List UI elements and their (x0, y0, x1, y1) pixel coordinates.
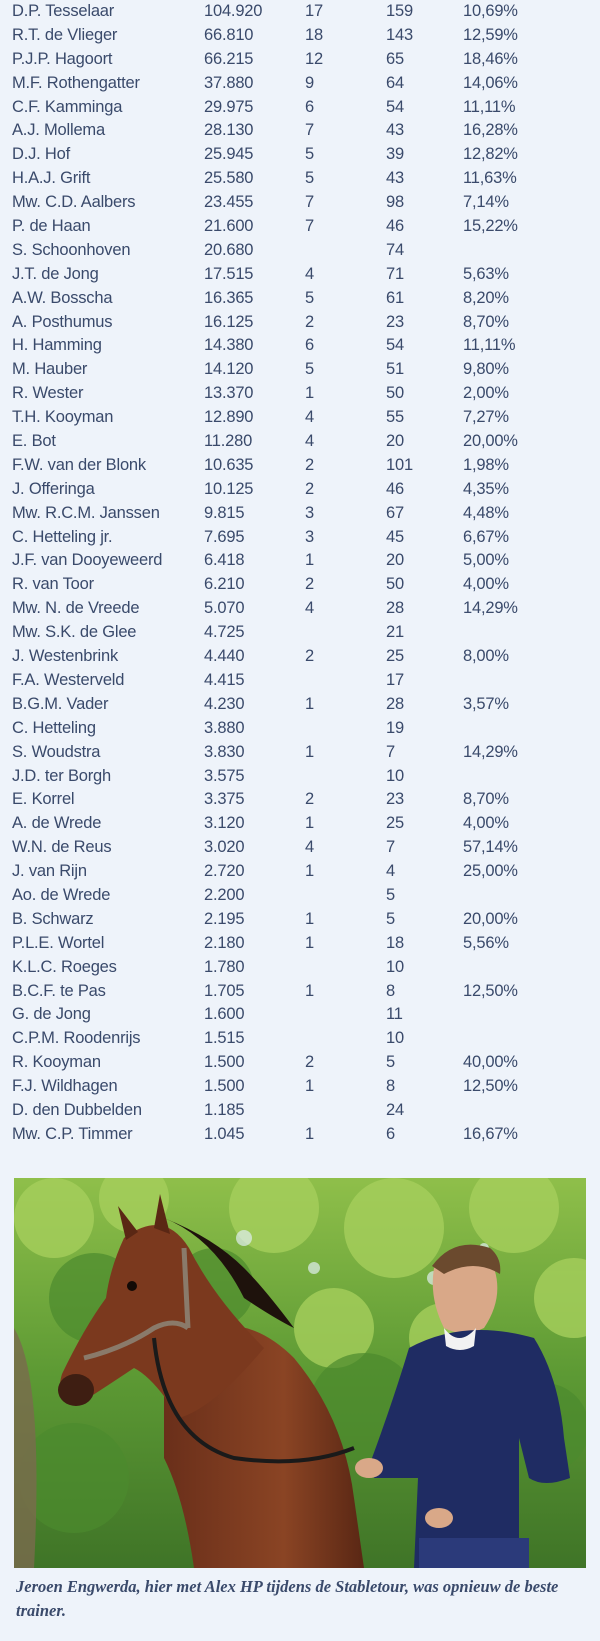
win-percentage: 25,00% (463, 862, 518, 881)
table-row (0, 191, 600, 215)
prize-money: 3.020 (204, 838, 245, 857)
prize-money: 21.600 (204, 217, 254, 236)
win-percentage: 40,00% (463, 1053, 518, 1072)
prize-money: 3.575 (204, 766, 245, 785)
table-row (0, 215, 600, 239)
win-percentage: 5,63% (463, 264, 509, 283)
starts-count: 7 (386, 742, 395, 761)
table-row (0, 669, 600, 693)
table-row (0, 765, 600, 789)
wins-count: 5 (305, 145, 314, 164)
prize-money: 1.780 (204, 957, 245, 976)
prize-money: 25.945 (204, 145, 254, 164)
table-row (0, 1099, 600, 1123)
starts-count: 10 (386, 957, 404, 976)
starts-count: 21 (386, 623, 404, 642)
prize-money: 1.705 (204, 981, 245, 1000)
trainer-name: A. de Wrede (12, 814, 102, 833)
table-row (0, 1027, 600, 1051)
win-percentage: 6,67% (463, 527, 509, 546)
table-row (0, 812, 600, 836)
table-row (0, 573, 600, 597)
table-row (0, 693, 600, 717)
wins-count: 3 (305, 527, 314, 546)
win-percentage: 11,63% (463, 169, 517, 188)
prize-money: 17.515 (204, 264, 254, 283)
prize-money: 9.815 (204, 503, 245, 522)
table-row (0, 406, 600, 430)
trainer-name: R.T. de Vlieger (12, 25, 118, 44)
win-percentage: 5,00% (463, 551, 509, 570)
wins-count: 3 (305, 503, 314, 522)
wins-count: 2 (305, 790, 314, 809)
starts-count: 51 (386, 360, 404, 379)
wins-count: 4 (305, 838, 314, 857)
win-percentage: 11,11% (463, 336, 516, 355)
wins-count: 2 (305, 312, 314, 331)
trainer-name: Mw. N. de Vreede (12, 599, 140, 618)
win-percentage: 11,11% (463, 97, 516, 116)
starts-count: 25 (386, 647, 404, 666)
prize-money: 66.215 (204, 49, 254, 68)
starts-count: 101 (386, 455, 413, 474)
table-row (0, 72, 600, 96)
trainer-name: B.C.F. te Pas (12, 981, 106, 1000)
trainer-name: Mw. S.K. de Glee (12, 623, 137, 642)
starts-count: 46 (386, 217, 404, 236)
table-row (0, 956, 600, 980)
prize-money: 3.830 (204, 742, 245, 761)
prize-money: 1.500 (204, 1053, 245, 1072)
trainer-name: P. de Haan (12, 217, 91, 236)
starts-count: 43 (386, 121, 404, 140)
trainer-name: E. Korrel (12, 790, 75, 809)
win-percentage: 16,28% (463, 121, 518, 140)
win-percentage: 8,70% (463, 790, 509, 809)
trainer-name: E. Bot (12, 432, 56, 451)
win-percentage: 8,00% (463, 647, 509, 666)
table-row (0, 717, 600, 741)
trainer-name: B. Schwarz (12, 909, 94, 928)
starts-count: 19 (386, 718, 404, 737)
starts-count: 54 (386, 97, 404, 116)
prize-money: 28.130 (204, 121, 254, 140)
prize-money: 13.370 (204, 384, 254, 403)
prize-money: 25.580 (204, 169, 254, 188)
trainer-name: T.H. Kooyman (12, 408, 114, 427)
wins-count: 2 (305, 479, 314, 498)
table-row (0, 836, 600, 860)
win-percentage: 8,20% (463, 288, 509, 307)
win-percentage: 4,00% (463, 814, 509, 833)
prize-money: 16.125 (204, 312, 254, 331)
win-percentage: 4,35% (463, 479, 509, 498)
wins-count: 1 (305, 1077, 314, 1096)
starts-count: 46 (386, 479, 404, 498)
win-percentage: 4,00% (463, 575, 509, 594)
photo-illustration (14, 1178, 586, 1568)
win-percentage: 9,80% (463, 360, 509, 379)
trainer-name: S. Schoonhoven (12, 240, 131, 259)
starts-count: 74 (386, 240, 404, 259)
starts-count: 23 (386, 790, 404, 809)
starts-count: 55 (386, 408, 404, 427)
prize-money: 5.070 (204, 599, 245, 618)
prize-money: 10.635 (204, 455, 254, 474)
starts-count: 64 (386, 73, 404, 92)
prize-money: 3.120 (204, 814, 245, 833)
prize-money: 6.418 (204, 551, 245, 570)
win-percentage: 10,69% (463, 2, 518, 20)
win-percentage: 8,70% (463, 312, 509, 331)
trainer-name: H. Hamming (12, 336, 102, 355)
table-row (0, 502, 600, 526)
table-row (0, 884, 600, 908)
prize-money: 12.890 (204, 408, 254, 427)
wins-count: 1 (305, 384, 314, 403)
win-percentage: 7,14% (463, 193, 509, 212)
wins-count: 12 (305, 49, 323, 68)
trainer-name: P.J.P. Hagoort (12, 49, 113, 68)
trainer-name: M. Hauber (12, 360, 88, 379)
win-percentage: 1,98% (463, 455, 509, 474)
trainer-name: W.N. de Reus (12, 838, 112, 857)
prize-money: 3.375 (204, 790, 245, 809)
starts-count: 10 (386, 1029, 404, 1048)
table-row (0, 1003, 600, 1027)
starts-count: 45 (386, 527, 404, 546)
prize-money: 2.200 (204, 885, 245, 904)
prize-money: 3.880 (204, 718, 245, 737)
trainer-name: D.J. Hof (12, 145, 70, 164)
trainer-name: J. Offeringa (12, 479, 95, 498)
trainer-name: C. Hetteling (12, 718, 96, 737)
wins-count: 4 (305, 599, 314, 618)
trainer-name: Ao. de Wrede (12, 885, 111, 904)
wins-count: 5 (305, 288, 314, 307)
starts-count: 23 (386, 312, 404, 331)
trainer-name: Mw. C.P. Timmer (12, 1124, 133, 1143)
table-row (0, 0, 600, 24)
trainer-name: J.D. ter Borgh (12, 766, 111, 785)
wins-count: 7 (305, 121, 314, 140)
prize-money: 23.455 (204, 193, 254, 212)
trainer-name: Mw. C.D. Aalbers (12, 193, 136, 212)
trainer-name: K.L.C. Roeges (12, 957, 117, 976)
starts-count: 65 (386, 49, 404, 68)
table-row (0, 526, 600, 550)
table-row (0, 788, 600, 812)
starts-count: 67 (386, 503, 404, 522)
wins-count: 2 (305, 455, 314, 474)
win-percentage: 20,00% (463, 909, 518, 928)
trainer-name: R. van Toor (12, 575, 94, 594)
table-row (0, 741, 600, 765)
table-row (0, 263, 600, 287)
prize-money: 2.195 (204, 909, 245, 928)
trainer-name: B.G.M. Vader (12, 694, 109, 713)
table-row (0, 382, 600, 406)
starts-count: 5 (386, 885, 395, 904)
win-percentage: 12,50% (463, 1077, 518, 1096)
table-row (0, 239, 600, 263)
trainer-name: F.A. Westerveld (12, 670, 125, 689)
prize-money: 16.365 (204, 288, 254, 307)
starts-count: 20 (386, 551, 404, 570)
starts-count: 43 (386, 169, 404, 188)
prize-money: 14.380 (204, 336, 254, 355)
wins-count: 1 (305, 909, 314, 928)
table-row (0, 645, 600, 669)
wins-count: 2 (305, 647, 314, 666)
trainer-name: R. Wester (12, 384, 84, 403)
table-row (0, 908, 600, 932)
trainer-name: C.F. Kamminga (12, 97, 123, 116)
photo-caption: Jeroen Engwerda, hier met Alex HP tijdens de Stabletour, was opnieuw de beste trainer. (16, 1577, 559, 1620)
table-row (0, 48, 600, 72)
wins-count: 4 (305, 264, 314, 283)
table-row (0, 932, 600, 956)
starts-count: 8 (386, 1077, 395, 1096)
win-percentage: 14,29% (463, 599, 518, 618)
wins-count: 5 (305, 360, 314, 379)
starts-count: 39 (386, 145, 404, 164)
wins-count: 4 (305, 408, 314, 427)
win-percentage: 5,56% (463, 933, 509, 952)
starts-count: 25 (386, 814, 404, 833)
win-percentage: 14,29% (463, 742, 518, 761)
trainer-name: D. den Dubbelden (12, 1100, 142, 1119)
win-percentage: 3,57% (463, 694, 509, 713)
prize-money: 1.600 (204, 1005, 245, 1024)
prize-money: 4.440 (204, 647, 245, 666)
table-row (0, 143, 600, 167)
wins-count: 1 (305, 933, 314, 952)
table-row (0, 597, 600, 621)
trainer-name: J. van Rijn (12, 862, 87, 881)
trainer-name: J.F. van Dooyeweerd (12, 551, 163, 570)
wins-count: 2 (305, 1053, 314, 1072)
wins-count: 1 (305, 1124, 314, 1143)
table-row (0, 287, 600, 311)
win-percentage: 12,50% (463, 981, 518, 1000)
prize-money: 10.125 (204, 479, 254, 498)
starts-count: 6 (386, 1124, 395, 1143)
table-row (0, 167, 600, 191)
table-row (0, 358, 600, 382)
photo-horse-and-trainer (14, 1178, 586, 1568)
starts-count: 5 (386, 1053, 395, 1072)
starts-count: 71 (386, 264, 404, 283)
win-percentage: 57,14% (463, 838, 518, 857)
prize-money: 37.880 (204, 73, 254, 92)
table-row (0, 980, 600, 1004)
prize-money: 1.500 (204, 1077, 245, 1096)
wins-count: 1 (305, 814, 314, 833)
prize-money: 14.120 (204, 360, 254, 379)
win-percentage: 15,22% (463, 217, 518, 236)
wins-count: 17 (305, 2, 323, 20)
starts-count: 50 (386, 575, 404, 594)
prize-money: 2.180 (204, 933, 245, 952)
wins-count: 1 (305, 551, 314, 570)
win-percentage: 2,00% (463, 384, 509, 403)
starts-count: 54 (386, 336, 404, 355)
starts-count: 7 (386, 838, 395, 857)
starts-count: 61 (386, 288, 404, 307)
starts-count: 24 (386, 1100, 404, 1119)
trainer-name: P.L.E. Wortel (12, 933, 105, 952)
starts-count: 8 (386, 981, 395, 1000)
starts-count: 17 (386, 670, 404, 689)
prize-money: 6.210 (204, 575, 245, 594)
prize-money: 104.920 (204, 2, 263, 20)
table-row (0, 430, 600, 454)
win-percentage: 7,27% (463, 408, 509, 427)
trainer-name: S. Woudstra (12, 742, 101, 761)
trainer-name: D.P. Tesselaar (12, 2, 115, 20)
wins-count: 7 (305, 217, 314, 236)
table-row (0, 1075, 600, 1099)
trainer-name: G. de Jong (12, 1005, 91, 1024)
prize-money: 4.725 (204, 623, 245, 642)
prize-money: 11.280 (204, 432, 253, 451)
table-row (0, 860, 600, 884)
table-row (0, 1051, 600, 1075)
trainer-name: C.P.M. Roodenrijs (12, 1029, 141, 1048)
starts-count: 50 (386, 384, 404, 403)
prize-money: 66.810 (204, 25, 254, 44)
trainer-name: C. Hetteling jr. (12, 527, 113, 546)
prize-money: 2.720 (204, 862, 245, 881)
wins-count: 6 (305, 97, 314, 116)
trainer-name: J. Westenbrink (12, 647, 119, 666)
starts-count: 10 (386, 766, 404, 785)
prize-money: 4.230 (204, 694, 245, 713)
table-row (0, 621, 600, 645)
trainer-name: A. Posthumus (12, 312, 113, 331)
win-percentage: 18,46% (463, 49, 518, 68)
wins-count: 1 (305, 981, 314, 1000)
trainer-name: A.J. Mollema (12, 121, 105, 140)
wins-count: 9 (305, 73, 314, 92)
trainer-name: F.W. van der Blonk (12, 455, 146, 474)
table-row (0, 311, 600, 335)
win-percentage: 16,67% (463, 1124, 518, 1143)
win-percentage: 12,82% (463, 145, 518, 164)
wins-count: 4 (305, 432, 314, 451)
win-percentage: 4,48% (463, 503, 509, 522)
trainer-name: A.W. Bosscha (12, 288, 113, 307)
wins-count: 1 (305, 694, 314, 713)
starts-count: 28 (386, 694, 404, 713)
starts-count: 20 (386, 432, 404, 451)
starts-count: 5 (386, 909, 395, 928)
table-row (0, 549, 600, 573)
trainer-name: J.T. de Jong (12, 264, 99, 283)
table-row (0, 24, 600, 48)
wins-count: 18 (305, 25, 323, 44)
prize-money: 1.185 (204, 1100, 245, 1119)
win-percentage: 12,59% (463, 25, 518, 44)
wins-count: 7 (305, 193, 314, 212)
trainer-name: Mw. R.C.M. Janssen (12, 503, 160, 522)
starts-count: 18 (386, 933, 404, 952)
table-row (0, 119, 600, 143)
starts-count: 159 (386, 2, 413, 20)
wins-count: 6 (305, 336, 314, 355)
wins-count: 1 (305, 862, 314, 881)
table-row (0, 478, 600, 502)
table-row (0, 1123, 600, 1147)
table-row (0, 334, 600, 358)
trainer-name: F.J. Wildhagen (12, 1077, 118, 1096)
trainer-name: H.A.J. Grift (12, 169, 91, 188)
prize-money: 20.680 (204, 240, 254, 259)
prize-money: 1.045 (204, 1124, 245, 1143)
table-row (0, 454, 600, 478)
trainer-name: R. Kooyman (12, 1053, 101, 1072)
starts-count: 4 (386, 862, 395, 881)
prize-money: 29.975 (204, 97, 254, 116)
table-row (0, 96, 600, 120)
prize-money: 4.415 (204, 670, 245, 689)
starts-count: 28 (386, 599, 404, 618)
win-percentage: 14,06% (463, 73, 518, 92)
starts-count: 98 (386, 193, 404, 212)
win-percentage: 20,00% (463, 432, 518, 451)
starts-count: 143 (386, 25, 413, 44)
starts-count: 11 (386, 1005, 403, 1024)
prize-money: 7.695 (204, 527, 245, 546)
wins-count: 5 (305, 169, 314, 188)
prize-money: 1.515 (204, 1029, 245, 1048)
wins-count: 2 (305, 575, 314, 594)
wins-count: 1 (305, 742, 314, 761)
trainer-name: M.F. Rothengatter (12, 73, 140, 92)
